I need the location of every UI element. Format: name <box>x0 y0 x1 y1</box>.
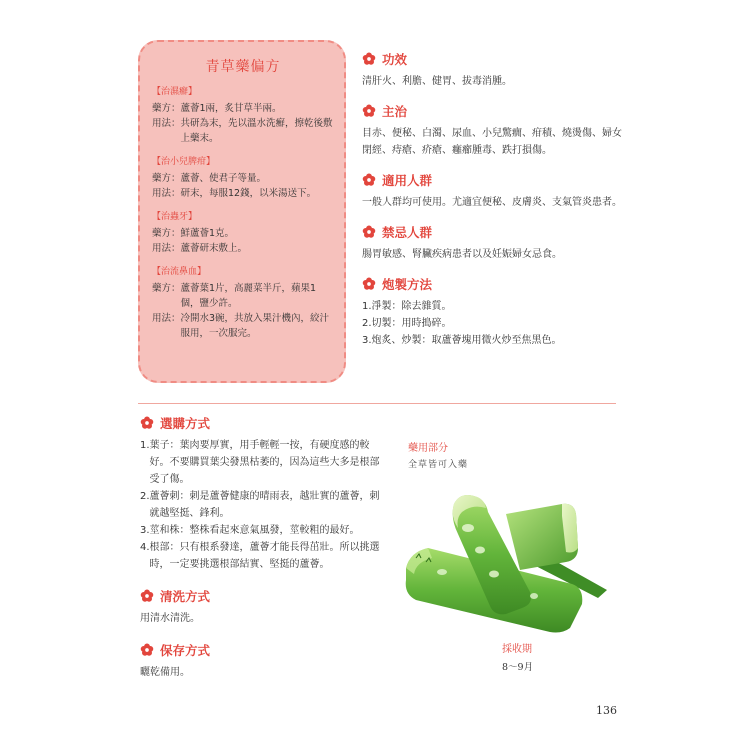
remedy-line <box>152 241 334 256</box>
section-title: 清洗方式 <box>160 589 211 604</box>
buying-list <box>140 437 385 573</box>
medicinal-parts-label: 藥用部分 <box>408 443 448 454</box>
flower-icon <box>140 416 154 430</box>
list-item <box>362 298 624 315</box>
list-item-number: 1. <box>362 301 372 312</box>
remedy-line-label: 藥方： <box>152 173 181 184</box>
section-heading <box>140 414 385 432</box>
section-title: 主治 <box>382 104 408 119</box>
remedy-line-text: 蘆薈研末敷上。 <box>180 243 248 254</box>
remedy-category: 【治小兒脾疳】 <box>152 157 216 167</box>
list-item-text: 炮炙、炒製：取蘆薈塊用微火炒至焦黑色。 <box>371 335 562 346</box>
medicinal-parts-value: 全草皆可入藥 <box>408 460 469 470</box>
section-heading <box>362 275 624 293</box>
remedy-line-text: 蘆薈1兩，炙甘草半兩。 <box>180 103 282 114</box>
remedy-box <box>138 40 346 383</box>
section-heading <box>362 102 624 120</box>
remedy-line-text: 研末，每服12錢，以米湯送下。 <box>180 188 317 199</box>
remedy-line <box>152 116 334 146</box>
processing-list <box>362 298 624 349</box>
section-storage <box>140 641 385 681</box>
remedy-line <box>152 171 334 186</box>
section-heading <box>362 50 624 68</box>
section-title: 炮製方法 <box>382 277 433 292</box>
section-title: 功效 <box>382 52 408 67</box>
list-item-number: 2. <box>140 491 150 502</box>
section-divider <box>138 403 616 404</box>
section-heading <box>362 223 624 241</box>
remedy-line-text: 共研為末，先以溫水洗癬，擦乾後敷上藥末。 <box>180 118 333 144</box>
list-item-number: 4. <box>140 542 150 553</box>
list-item-text: 葉子：葉肉要厚實，用手輕輕一按，有硬度感的較好。不要購買葉尖發黑枯萎的，因為這些大多是根部受了傷。 <box>149 440 380 485</box>
section-heading <box>362 171 624 189</box>
remedy-line-label: 用法： <box>152 188 181 199</box>
list-item-number: 3. <box>362 335 372 346</box>
list-item-text: 莖和株：整株看起來意氣風發，莖較粗的最好。 <box>149 525 360 536</box>
remedy-line-label: 藥方： <box>152 283 181 294</box>
list-item-text: 蘆薈刺：刺是蘆薈健康的晴雨表，越壯實的蘆薈，刺就越堅挺、鋒利。 <box>149 491 380 519</box>
remedy-category: 【治流鼻血】 <box>152 267 207 277</box>
remedy-line <box>152 226 334 241</box>
flower-icon <box>140 589 154 603</box>
list-item <box>140 522 385 539</box>
section-suitable <box>362 171 624 211</box>
list-item-number: 2. <box>362 318 372 329</box>
remedy-category: 【治蟲牙】 <box>152 212 198 222</box>
flower-icon <box>362 277 376 291</box>
list-item-number: 3. <box>140 525 150 536</box>
section-body: 用清水清洗。 <box>140 613 200 624</box>
list-item <box>362 315 624 332</box>
remedy-line-label: 用法： <box>152 313 181 324</box>
flower-icon <box>362 225 376 239</box>
flower-icon <box>362 104 376 118</box>
list-item-text: 淨製：除去雜質。 <box>371 301 452 312</box>
list-item <box>140 539 385 573</box>
list-item-number: 1. <box>140 440 150 451</box>
section-title: 選購方式 <box>160 416 211 431</box>
page-number: 136 <box>596 704 617 717</box>
remedy-line-text: 鮮蘆薈1克。 <box>180 228 235 239</box>
section-cleaning <box>140 587 385 627</box>
section-processing <box>362 275 624 349</box>
list-item-text: 根部：只有根系發達，蘆薈才能長得茁壯。所以挑選時，一定要挑選根部結實、堅挺的蘆薈。 <box>149 542 380 570</box>
section-title: 禁忌人群 <box>382 225 433 240</box>
section-title: 保存方式 <box>160 643 211 658</box>
section-body: 目赤、便秘、白濁、尿血、小兒驚癇、疳積、燒燙傷、婦女閉經、痔瘡、疥瘡、癰癤腫毒、跌打損傷。 <box>362 128 622 156</box>
section-buying <box>140 414 385 573</box>
harvest-period-value: 8～9月 <box>502 662 534 673</box>
remedy-line <box>152 186 334 201</box>
remedy-line-label: 藥方： <box>152 103 181 114</box>
section-body: 曬乾備用。 <box>140 667 190 678</box>
section-body: 一般人群均可使用。尤適宜便秘、皮膚炎、支氣管炎患者。 <box>362 197 622 208</box>
remedy-category: 【治濕癬】 <box>152 87 198 97</box>
flower-icon <box>362 173 376 187</box>
section-heading <box>140 587 385 605</box>
list-item <box>362 332 624 349</box>
flower-icon <box>362 52 376 66</box>
list-item <box>140 488 385 522</box>
section-contraindicated <box>362 223 624 263</box>
section-title: 適用人群 <box>382 173 433 188</box>
section-body: 腸胃敏感、腎臟疾病患者以及妊娠婦女忌食。 <box>362 249 562 260</box>
right-column <box>362 50 624 361</box>
list-item-text: 切製：用時搗碎。 <box>371 318 452 329</box>
remedy-line <box>152 281 334 311</box>
remedy-line-text: 蘆薈葉1片，高麗菜半斤，蘋果1個，鹽少許。 <box>180 283 317 309</box>
remedy-line <box>152 311 334 341</box>
remedy-line-label: 用法： <box>152 118 181 129</box>
remedy-line <box>152 101 334 116</box>
remedy-line-text: 冷開水3碗，共放入果汁機內，絞汁服用，一次服完。 <box>180 313 330 339</box>
bottom-left-column <box>140 414 385 695</box>
list-item <box>140 437 385 488</box>
remedy-line-label: 用法： <box>152 243 181 254</box>
section-heading <box>140 641 385 659</box>
remedy-box-title: 青草藥偏方 <box>205 59 281 75</box>
flower-icon <box>140 643 154 657</box>
section-efficacy <box>362 50 624 90</box>
aloe-vera-image <box>402 488 618 636</box>
remedy-line-text: 蘆薈、使君子等量。 <box>180 173 267 184</box>
remedy-line-label: 藥方： <box>152 228 181 239</box>
section-body: 清肝火、利膽、健胃、拔毒消腫。 <box>362 76 512 87</box>
harvest-period-label: 採收期 <box>502 644 532 655</box>
section-indications <box>362 102 624 159</box>
